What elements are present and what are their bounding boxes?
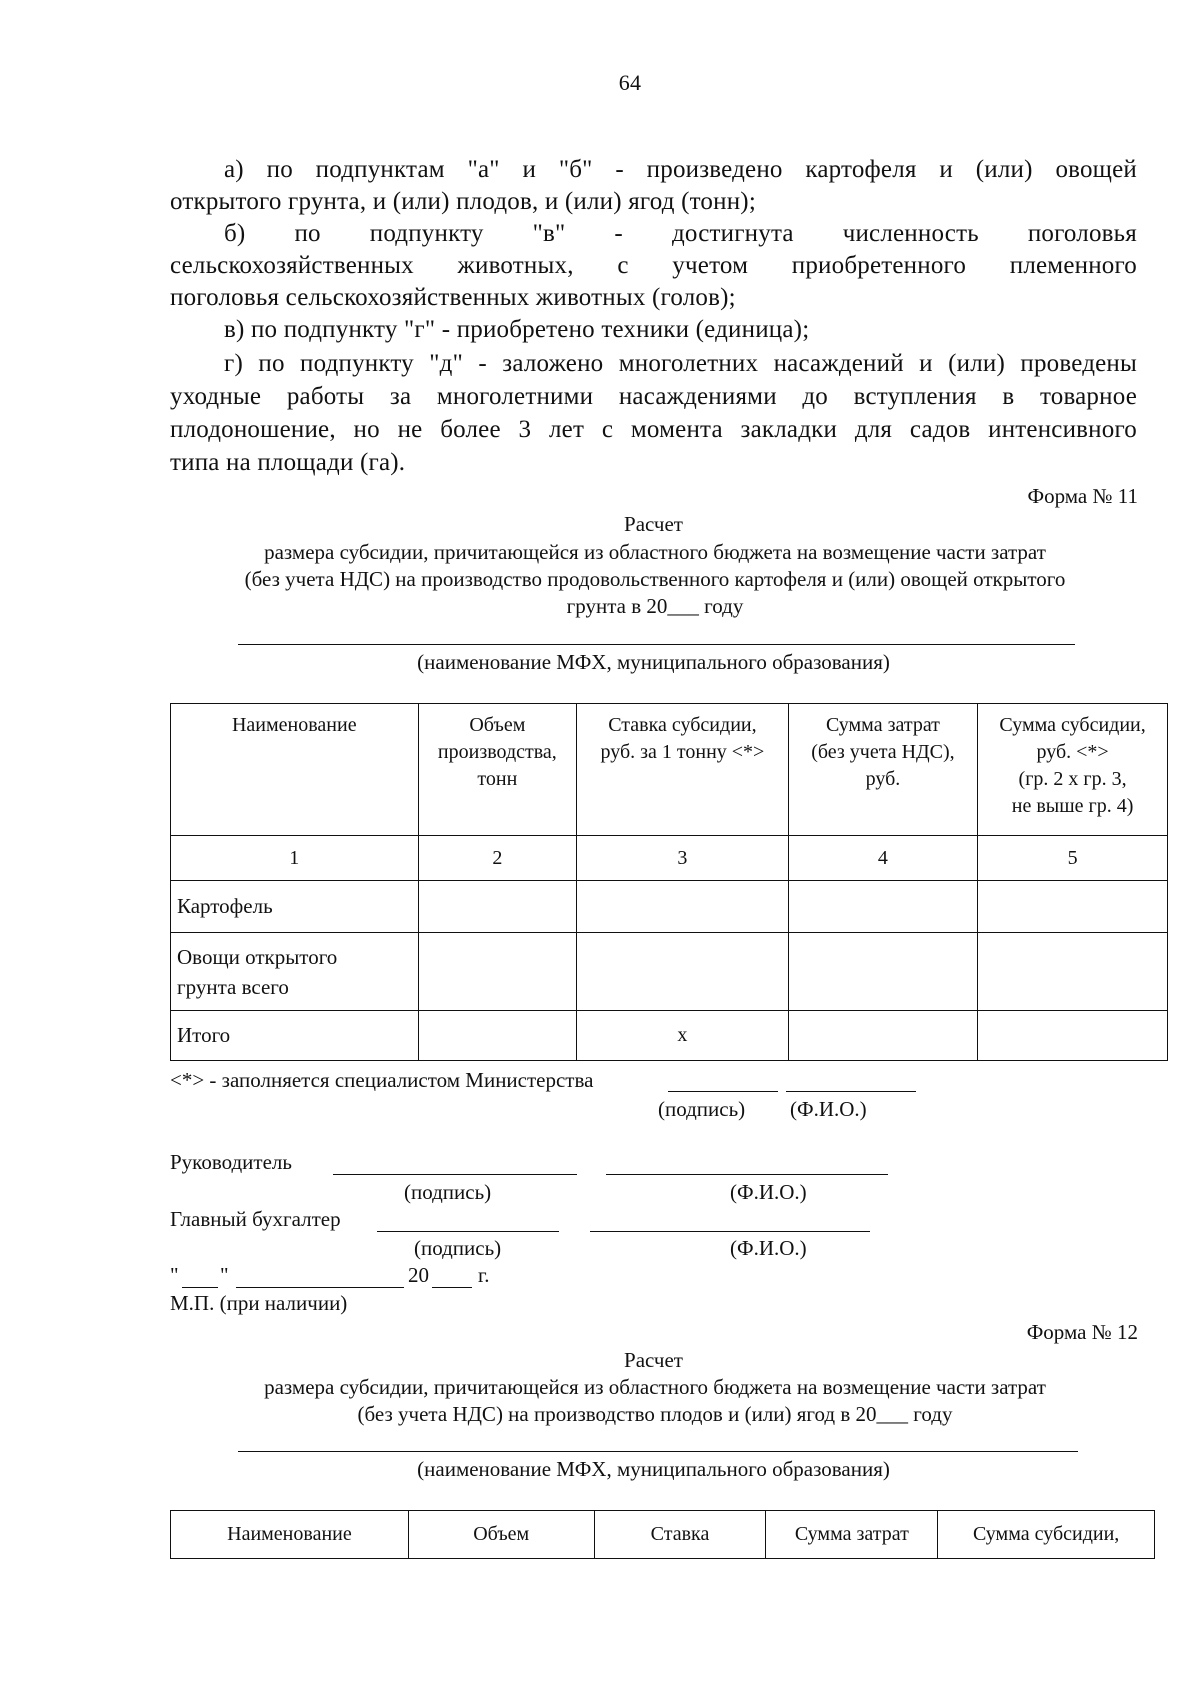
footnote-fio-line [786,1091,916,1092]
table-cell: x [577,1011,789,1061]
date-month-line [236,1287,404,1288]
footnote-text: <*> - заполняется специалистом Министерства [170,1068,594,1092]
footnote-fio-caption: (Ф.И.О.) [790,1097,867,1121]
table-cell [978,1011,1168,1061]
accountant-label: Главный бухгалтер [170,1207,341,1231]
head-sign-caption: (подпись) [404,1180,492,1204]
column-number: 1 [171,836,419,881]
column-number: 4 [788,836,977,881]
row-name-text: грунта всего [177,974,289,999]
header-text: (гр. 2 x гр. 3, [1018,768,1127,790]
form11-title: Расчет [624,512,683,536]
header-cell-name: Наименование [171,1511,409,1559]
header-text: руб. [865,768,901,790]
form11-subtitle-line2: (без учета НДС) на производство продовольственного картофеля и (или) овощей открытого [244,567,1066,591]
header-text: Ставка субсидии, [608,714,757,736]
paragraph-d-line4: типа на площади (га). [170,449,406,476]
table-cell [788,1011,977,1061]
table-cell [418,1011,577,1061]
form11-subtitle-line1: размера субсидии, причитающейся из областного бюджета на возмещение части затрат [264,540,1046,564]
paragraph-b-line3: поголовья сельскохозяйственных животных (голов); [170,284,736,311]
table-cell [418,933,577,1011]
table-cell [978,881,1168,933]
header-text: Объем [469,714,526,736]
paragraph-b-line1: б) по подпункту "в" - достигнута численность поголовья [224,220,1137,247]
table-cell [978,933,1168,1011]
form12-table [170,1510,1155,1559]
header-text: Сумма субсидии, [999,714,1146,736]
header-cell-costs [788,704,977,836]
column-number: 3 [577,836,789,881]
header-text: (без учета НДС), [811,741,955,763]
form12-label: Форма № 12 [1026,1320,1138,1344]
paragraph-d-line1: г) по подпункту "д" - заложено многолетних насаждений и (или) проведены [224,350,1137,377]
accountant-sign-caption: (подпись) [414,1236,502,1260]
table-row [171,1011,1168,1061]
form12-subtitle-line1: размера субсидии, причитающейся из областного бюджета на возмещение части затрат [264,1375,1046,1399]
date-quote-open: " [170,1263,179,1287]
header-cell-rate: Ставка [594,1511,766,1559]
date-year-line [432,1287,472,1288]
header-cell-subsidy: Сумма субсидии, [938,1511,1155,1559]
header-text: производства, [437,741,557,763]
header-text: руб. <*> [1036,741,1109,763]
head-fio-caption: (Ф.И.О.) [730,1180,807,1204]
row-name-vegetables [171,933,419,1011]
date-year-prefix: 20 [408,1263,429,1287]
column-number: 2 [418,836,577,881]
table-cell [577,933,789,1011]
paragraph-a-line1: а) по подпунктам "а" и "б" - произведено картофеля и (или) овощей [224,156,1137,183]
header-text: не выше гр. 4) [1011,795,1134,817]
form12-subtitle-line2: (без учета НДС) на производство плодов и (или) ягод в 20___ году [357,1402,953,1426]
head-label: Руководитель [170,1150,292,1174]
header-text: тонн [477,768,518,790]
form11-table [170,703,1168,1061]
date-year-suffix: г. [478,1263,490,1287]
header-cell-volume [418,704,577,836]
paragraph-d-line2: уходные работы за многолетними насаждениями до вступления в товарное [170,383,1137,410]
date-quote-close: " [220,1263,229,1287]
date-day-line [182,1287,218,1288]
row-name-text: Овощи открытого [177,944,338,969]
table-cell [418,881,577,933]
footnote-sign-caption: (подпись) [658,1097,746,1121]
paragraph-d-line3: плодоношение, но не более 3 лет с момента закладки для садов интенсивного [170,416,1137,443]
paragraph-c: в) по подпункту "г" - приобретено техники (единица); [224,316,810,343]
form11-org-caption: (наименование МФХ, муниципального образования) [417,650,890,674]
paragraph-a-line2: открытого грунта, и (или) плодов, и (или) ягод (тонн); [170,188,756,215]
table-number-row [171,836,1168,881]
row-name-total: Итого [171,1011,419,1061]
header-text: руб. за 1 тонну <*> [600,741,765,763]
table-row [171,881,1168,933]
accountant-sign-line [377,1231,559,1232]
table-row [171,933,1168,1011]
table-cell [577,881,789,933]
form11-subtitle-line3: грунта в 20___ году [566,594,744,618]
accountant-fio-caption: (Ф.И.О.) [730,1236,807,1260]
footnote-sign-line [668,1091,778,1092]
header-cell-volume: Объем [408,1511,594,1559]
header-cell-name [171,704,419,836]
table-cell [788,933,977,1011]
table-cell [788,881,977,933]
head-sign-line [333,1174,577,1175]
table-header-row [171,1511,1155,1559]
stamp-label: М.П. (при наличии) [170,1291,348,1315]
table-header-row [171,704,1168,836]
form12-title: Расчет [624,1348,683,1372]
header-cell-costs: Сумма затрат [766,1511,938,1559]
header-text: Сумма затрат [825,714,940,736]
form12-org-line [238,1451,1078,1452]
header-text: Наименование [231,714,357,736]
page-number: 64 [618,70,642,95]
row-name-potato: Картофель [171,881,419,933]
head-fio-line [606,1174,888,1175]
accountant-fio-line [590,1231,870,1232]
form12-org-caption: (наименование МФХ, муниципального образования) [417,1457,890,1481]
paragraph-b-line2: сельскохозяйственных животных, с учетом приобретенного племенного [170,252,1137,279]
column-number: 5 [978,836,1168,881]
form11-org-line [238,644,1075,645]
header-cell-rate [577,704,789,836]
form11-label: Форма № 11 [1027,484,1138,508]
header-cell-subsidy [978,704,1168,836]
